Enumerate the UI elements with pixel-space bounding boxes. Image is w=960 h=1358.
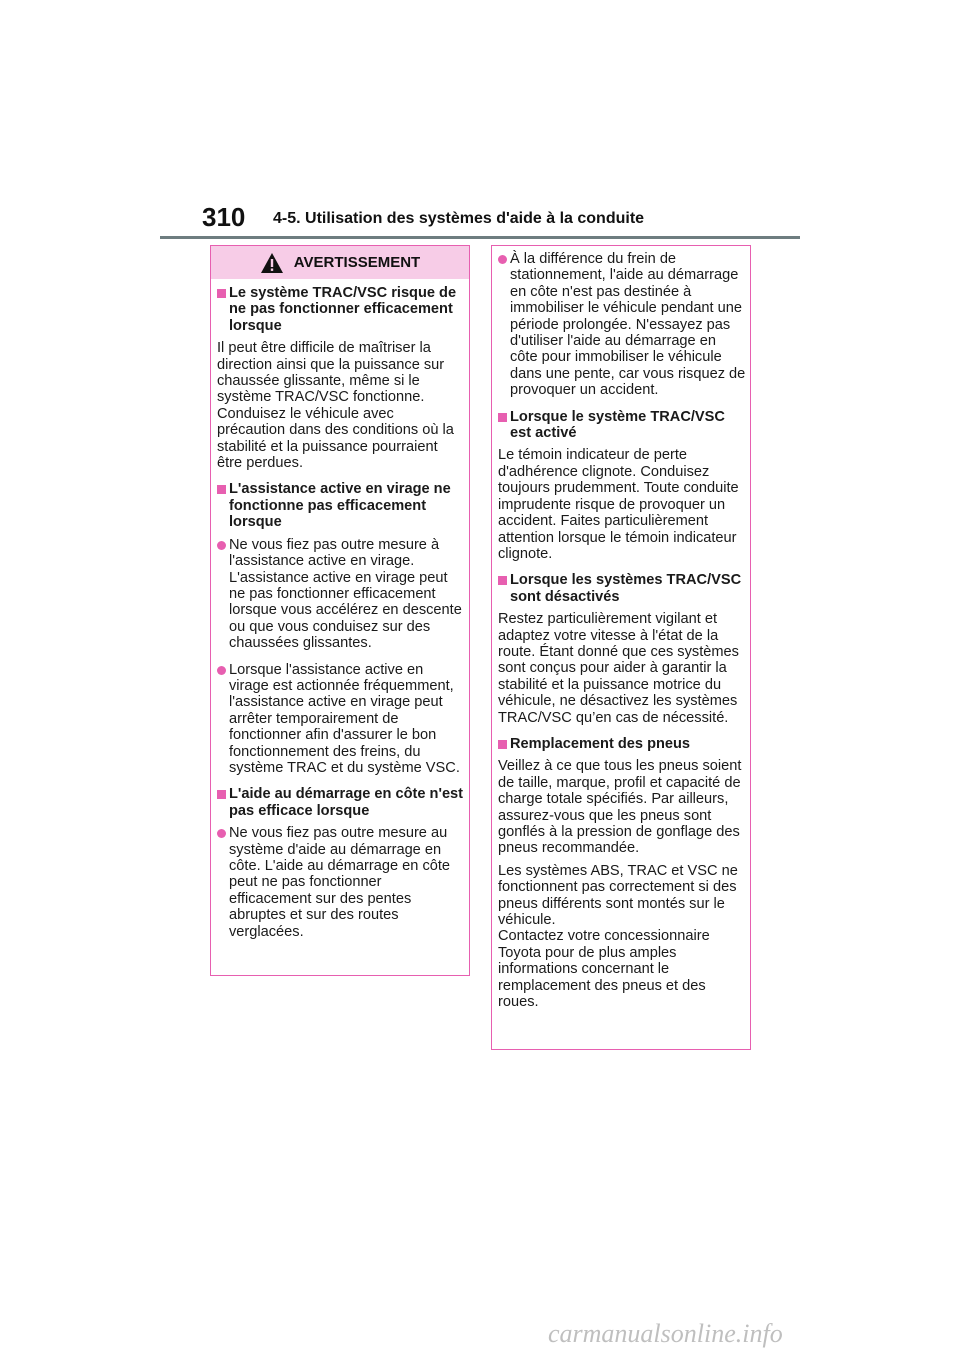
bullet-hill-start-1: Ne vous fiez pas outre mesure au système d'aide au démarrage en côte. L'aide au démarrage en côte peut ne pas fonctionner efficacement sur des pentes abruptes et sur des routes verglacées.	[217, 825, 465, 940]
paragraph-trac-vsc-active: Le témoin indicateur de perte d'adhérence clignote. Conduisez toujours prudemment. Toute conduite imprudente risque de provoquer un accident. Faites particulièrement attention lorsque le témoin indicateur clignote.	[498, 447, 739, 562]
heading-trac-vsc-off: Lorsque les systèmes TRAC/VSC sont désactivés	[498, 572, 746, 605]
paragraph-tire-mismatch: Les systèmes ABS, TRAC et VSC ne fonctionnent pas correctement si des pneus différents sont montés sur le véhicule.	[498, 862, 738, 929]
heading-hill-start: L'aide au démarrage en côte n'est pas efficace lorsque	[217, 786, 465, 819]
heading-tire-replacement: Remplacement des pneus	[498, 736, 746, 752]
warning-title: AVERTISSEMENT	[293, 254, 421, 271]
heading-active-cornering: L'assistance active en virage ne fonctionne pas efficacement lorsque	[217, 481, 465, 530]
right-column-content	[492, 246, 750, 1010]
warning-header	[211, 246, 469, 279]
bullet-active-cornering-1: Ne vous fiez pas outre mesure à l'assistance active en virage. L'assistance active en virage peut ne pas fonctionner efficacement lorsque vous accélérez en descente ou que vous conduisez sur des chaussées glissantes.	[217, 537, 465, 652]
heading-trac-vsc-active: Lorsque le système TRAC/VSC est activé	[498, 409, 746, 442]
paragraph-trac-vsc-off: Restez particulièrement vigilant et adaptez votre vitesse à l'état de la route. Étant donné que ces systèmes sont conçus pour aider à garantir la stabilité et la puissance motrice du véhicule, ne désactivez les systèmes TRAC/VSC qu’en cas de nécessité.	[498, 611, 739, 726]
warning-box-continued	[491, 245, 751, 1050]
paragraph-tire-spec: Veillez à ce que tous les pneus soient de taille, marque, profil et capacité de charge totale spécifiés. Par ailleurs, assurez-vous que les pneus sont gonflés à la pression de gonflage des pneus recommandée.	[498, 758, 742, 857]
paragraph-contact-dealer: Contactez votre concessionnaire Toyota pour de plus amples informations concernant le remplacement des pneus et des roues.	[498, 928, 710, 1011]
page-number: 310	[202, 202, 246, 232]
page-header	[160, 204, 800, 239]
watermark: carmanualsonline.info	[548, 1319, 783, 1348]
bullet-hill-start-2: À la différence du frein de stationnement, l'aide au démarrage en côte n'est pas destinée à immobiliser le véhicule pendant une période prolongée. N'essayez pas d'utiliser l'aide au démarrage en côte pour immobiliser le véhicule dans une pente, car vous risquez de provoquer un accident.	[498, 251, 746, 399]
section-title: 4-5. Utilisation des systèmes d'aide à la conduite	[273, 210, 645, 227]
heading-trac-vsc-risk: Le système TRAC/VSC risque de ne pas fonctionner efficacement lorsque	[217, 285, 465, 334]
paragraph-trac-vsc-risk: Il peut être difficile de maîtriser la direction ainsi que la puissance sur chaussée glissante, même si le système TRAC/VSC fonctionne. Conduisez le véhicule avec précaution dans des conditions où la stabilité et la puissance pourraient être perdues.	[217, 340, 454, 472]
left-column-content	[211, 279, 469, 940]
bullet-active-cornering-2: Lorsque l'assistance active en virage est actionnée fréquemment, l'assistance active en virage peut arrêter temporairement de fonctionner afin d'assurer le bon fonctionnement des freins, du système TRAC et du système VSC.	[217, 662, 465, 777]
warning-triangle-icon	[260, 252, 284, 274]
warning-box	[210, 245, 470, 976]
